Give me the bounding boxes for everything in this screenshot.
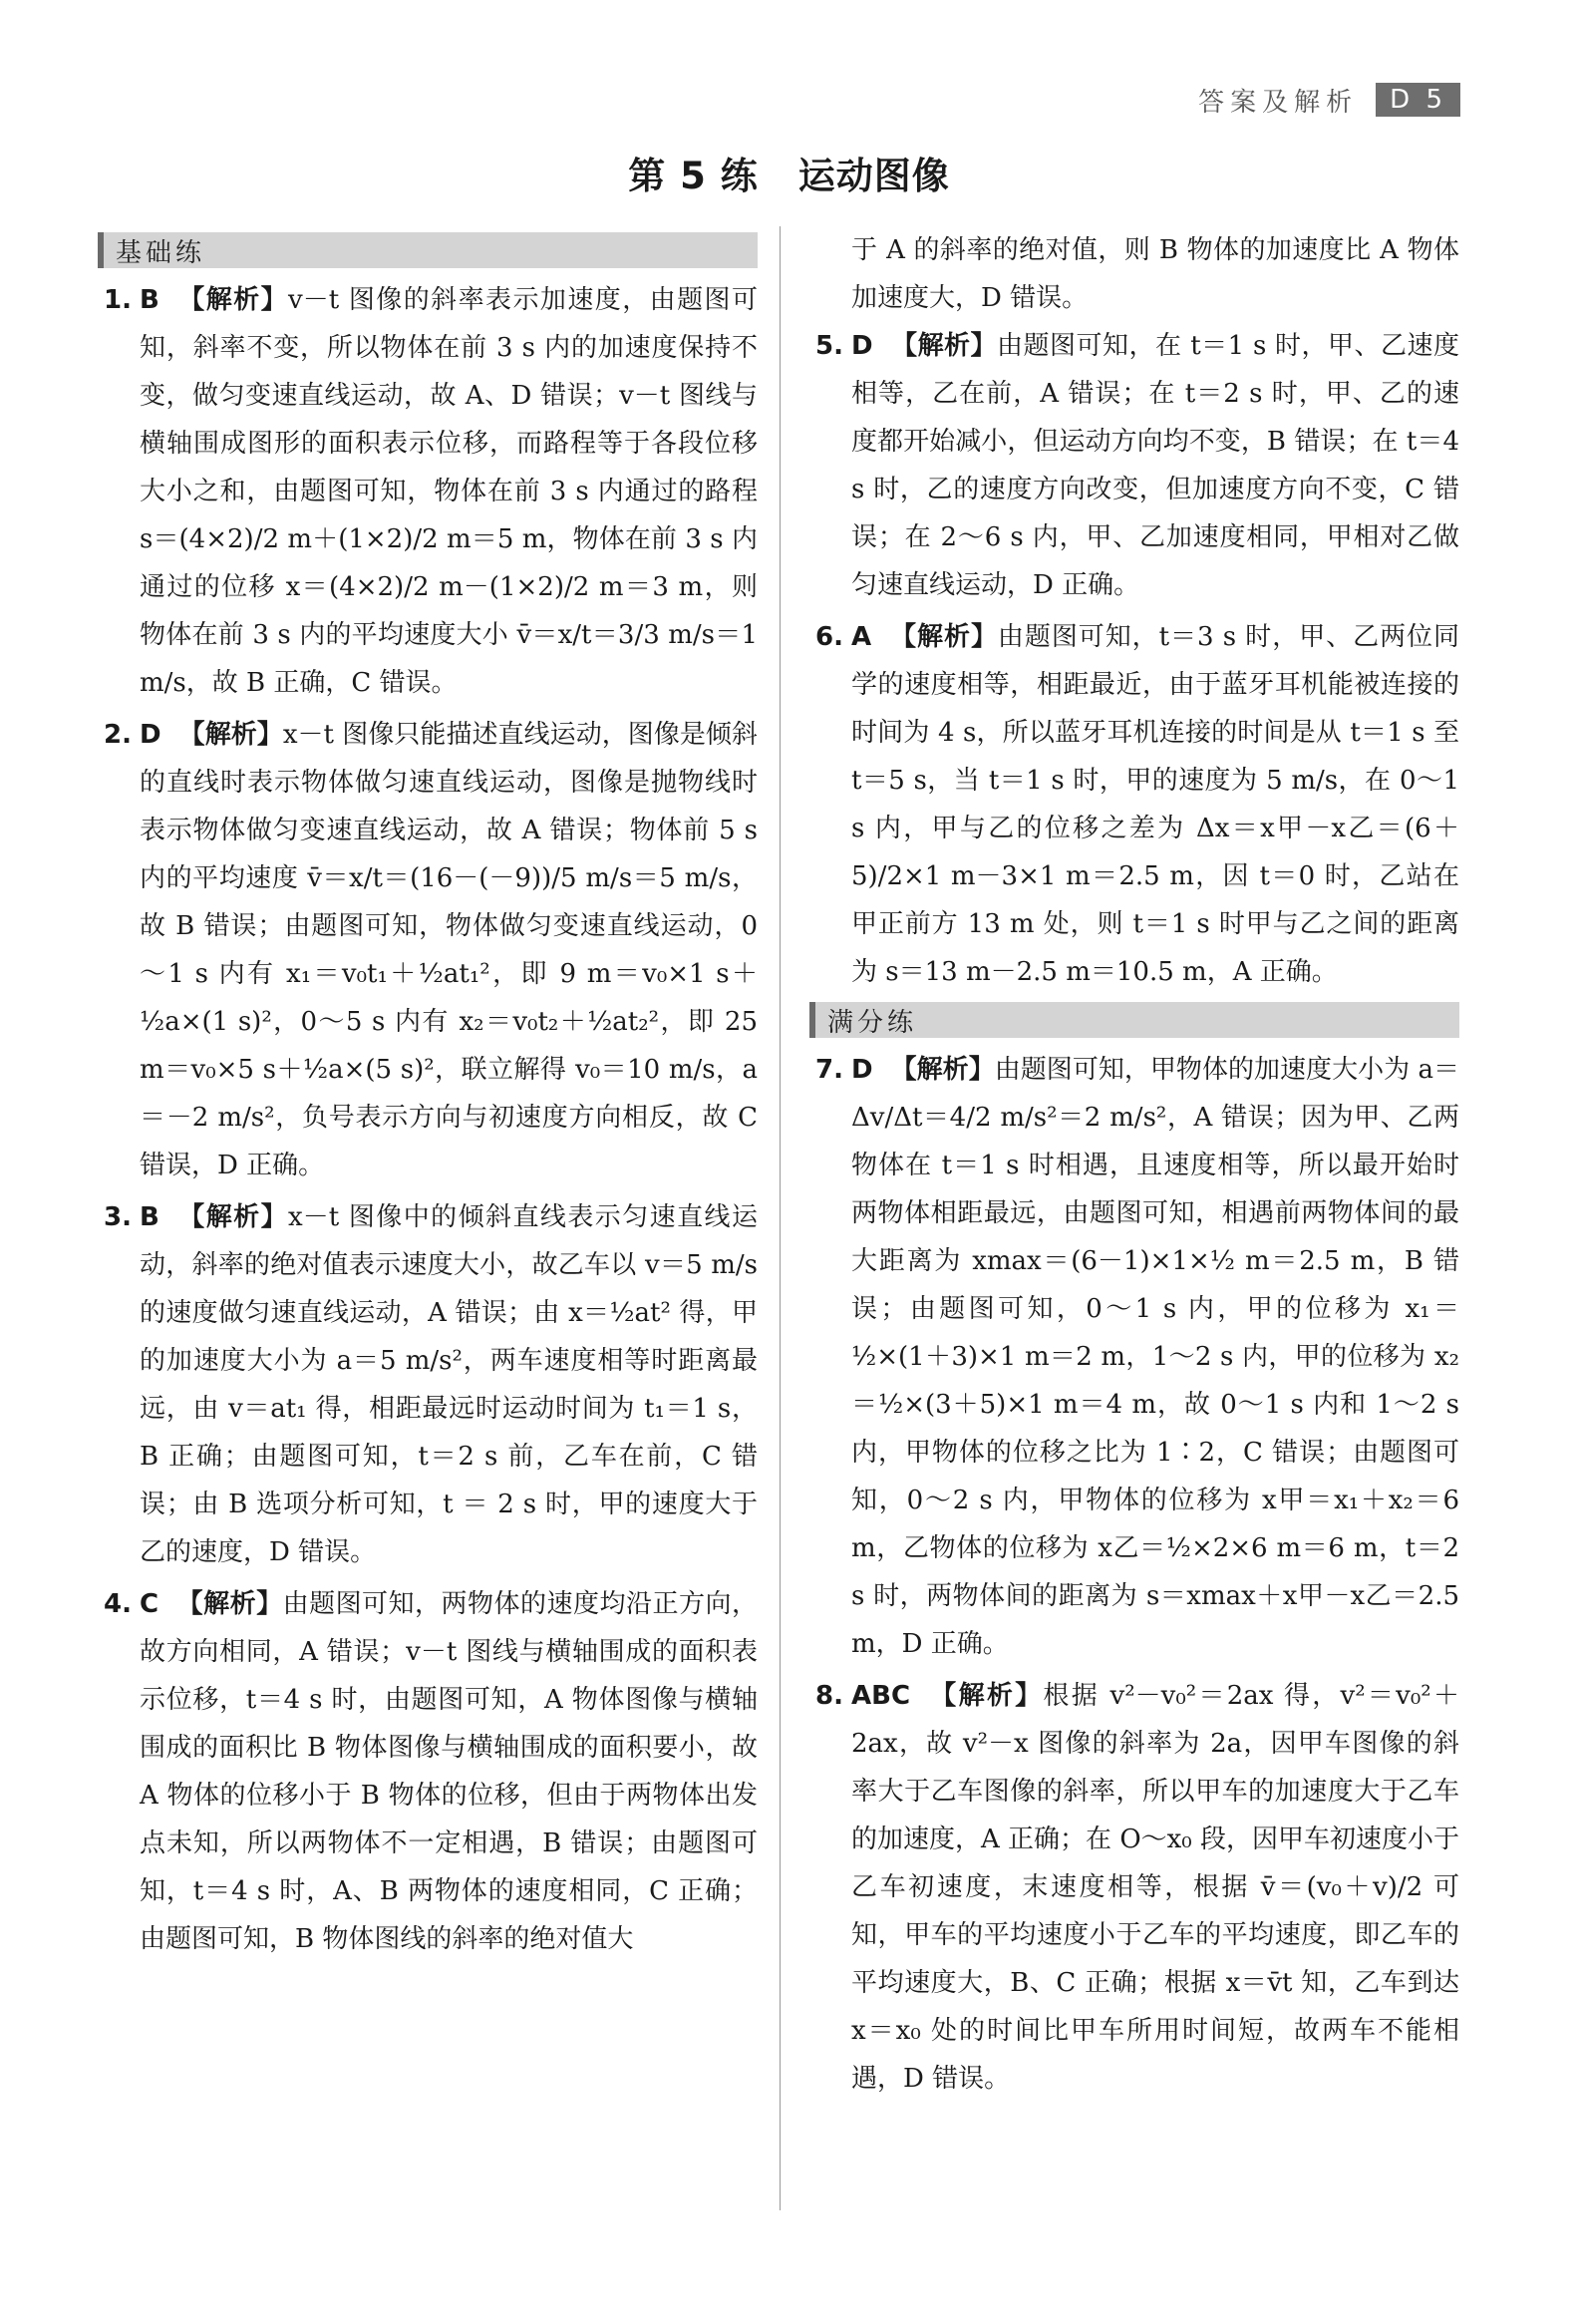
- answer-item-5: [809, 322, 1459, 609]
- answer-item-2: [98, 711, 758, 1189]
- section-heading-basic: 基础练: [98, 232, 758, 268]
- explanation-text: x－t 图像只能描述直线运动，图像是倾斜的直线时表示物体做匀速直线运动，图像是抛物线时表示物体做匀变速直线运动，故 A 错误；物体前 5 s 内的平均速度 v̄＝x/t＝(16－(－9))/5 m/s＝5 m/s，故 B 错误；由题图可知，物体做匀变速直线运动，0～1 s 内有 x₁＝v₀t₁＋½at₁²，即 9 m＝v₀×1 s＋½a×(1 s)²，0～5 s 内有 x₂＝v₀t₂＋½at₂²，即 25 m＝v₀×5 s＋½a×(5 s)²，联立解得 v₀＝10 m/s，a＝－2 m/s²，负号表示方向与初速度方向相反，故 C 错误，D 正确。: [140, 720, 758, 1180]
- analysis-tag: 【解析】: [890, 331, 998, 361]
- analysis-tag: 【解析】: [890, 1055, 995, 1085]
- section-heading-full: 满分练: [809, 1002, 1459, 1038]
- item-number: 1.: [104, 285, 132, 315]
- item-number: 6.: [815, 622, 843, 652]
- title-part1: 第 5 练: [628, 155, 759, 197]
- item-number: 3.: [104, 1202, 132, 1232]
- item-number: 4.: [104, 1589, 132, 1619]
- answer-item-6: [809, 613, 1459, 996]
- answer-item-8: [809, 1672, 1459, 2103]
- right-column: [809, 226, 1459, 2107]
- answer-choice: B: [140, 1202, 159, 1232]
- explanation-text: v－t 图像的斜率表示加速度，由题图可知，斜率不变，所以物体在前 3 s 内的加速度保持不变，做匀变速直线运动，故 A、D 错误；v－t 图线与横轴围成图形的面积表示位移，而路程等于各段位移大小之和，由题图可知，物体在前 3 s 内通过的路程 s＝(4×2)/2 m＋(1×2)/2 m＝5 m，物体在前 3 s 内通过的位移 x＝(4×2)/2 m－(1×2)/2 m＝3 m，则物体在前 3 s 内的平均速度大小 v̄＝x/t＝3/3 m/s＝1 m/s，故 B 正确，C 错误。: [140, 285, 758, 698]
- answer-item-3: [98, 1193, 758, 1576]
- analysis-tag: 【解析】: [176, 285, 289, 315]
- explanation-text: 由题图可知，t＝3 s 时，甲、乙两位同学的速度相等，相距最近，由于蓝牙耳机能被连接的时间为 4 s，所以蓝牙耳机连接的时间是从 t＝1 s 至 t＝5 s，当 t＝1 s 时，甲的速度为 5 m/s，在 0～1 s 内，甲与乙的位移之差为 Δx＝x甲－x乙＝(6＋5)/2×1 m－3×1 m＝2.5 m，因 t＝0 时，乙站在甲正前方 13 m 处，则 t＝1 s 时甲与乙之间的距离为 s＝13 m－2.5 m＝10.5 m，A 正确。: [851, 622, 1459, 987]
- explanation-text: x－t 图像中的倾斜直线表示匀速直线运动，斜率的绝对值表示速度大小，故乙车以 v＝5 m/s 的速度做匀速直线运动，A 错误；由 x＝½at² 得，甲的加速度大小为 a＝5 m/s²，两车速度相等时距离最远，由 v＝at₁ 得，相距最远时运动时间为 t₁＝1 s，B 正确；由题图可知，t＝2 s 前，乙车在前，C 错误；由 B 选项分析可知，t ＝ 2 s 时，甲的速度大于乙的速度，D 错误。: [140, 1202, 758, 1567]
- answer-item-4-continued: 于 A 的斜率的绝对值，则 B 物体的加速度比 A 物体加速度大，D 错误。: [851, 235, 1459, 313]
- answer-choice: ABC: [851, 1681, 911, 1711]
- answer-choice: B: [140, 285, 159, 315]
- left-column: [98, 226, 758, 1967]
- page-header: [1198, 80, 1460, 120]
- answer-item-4: [98, 1580, 758, 1963]
- answer-item-7: [809, 1046, 1459, 1668]
- analysis-tag: 【解析】: [176, 1589, 283, 1619]
- header-label: 答案及解析: [1198, 87, 1359, 118]
- analysis-tag: 【解析】: [889, 622, 998, 652]
- explanation-text: 由题图可知，甲物体的加速度大小为 a＝Δv/Δt＝4/2 m/s²＝2 m/s²，A 错误；因为甲、乙两物体在 t＝1 s 时相遇，且速度相等，所以最开始时两物体相距最远，由题图可知，相遇前两物体间的最大距离为 xmax＝(6－1)×1×½ m＝2.5 m，B 错误；由题图可知，0～1 s 内，甲的位移为 x₁＝½×(1＋3)×1 m＝2 m，1～2 s 内，甲的位移为 x₂＝½×(3＋5)×1 m＝4 m，故 0～1 s 内和 1～2 s 内，甲物体的位移之比为 1∶2，C 错误；由题图可知，0～2 s 内，甲物体的位移为 x甲＝x₁＋x₂＝6 m，乙物体的位移为 x乙＝½×2×6 m＝6 m，t＝2 s 时，两物体间的距离为 s＝xmax＋x甲－x乙＝2.5 m，D 正确。: [851, 1055, 1459, 1659]
- answer-choice: D: [851, 331, 873, 361]
- explanation-text: 由题图可知，在 t＝1 s 时，甲、乙速度相等，乙在前，A 错误；在 t＝2 s 时，甲、乙的速度都开始减小，但运动方向均不变，B 错误；在 t＝4 s 时，乙的速度方向改变，但加速度方向不变，C 错误；在 2～6 s 内，甲、乙加速度相同，甲相对乙做匀速直线运动，D 正确。: [851, 331, 1459, 600]
- page-title: [0, 146, 1578, 199]
- title-part2: 运动图像: [797, 155, 950, 197]
- column-divider: [780, 226, 781, 2210]
- analysis-tag: 【解析】: [176, 1202, 289, 1232]
- item-number: 2.: [104, 720, 132, 750]
- page-number: D 5: [1376, 83, 1460, 117]
- analysis-tag: 【解析】: [178, 720, 283, 750]
- answer-choice: D: [851, 1055, 873, 1085]
- answer-choice: D: [140, 720, 161, 750]
- analysis-tag: 【解析】: [928, 1681, 1044, 1711]
- explanation-text: 根据 v²－v₀²＝2ax 得，v²＝v₀²＋2ax，故 v²－x 图像的斜率为 2a，因甲车图像的斜率大于乙车图像的斜率，所以甲车的加速度大于乙车的加速度，A 正确；在 O～x₀ 段，因甲车初速度小于乙车初速度，末速度相等，根据 v̄＝(v₀＋v)/2 可知，甲车的平均速度小于乙车的平均速度，即乙车的平均速度大，B、C 正确；根据 x＝v̄t 知，乙车到达 x＝x₀ 处的时间比甲车所用时间短，故两车不能相遇，D 错误。: [851, 1681, 1459, 2094]
- answer-item-1: [98, 276, 758, 707]
- answer-choice: A: [851, 622, 872, 652]
- explanation-text: 由题图可知，两物体的速度均沿正方向，故方向相同，A 错误；v－t 图线与横轴围成的面积表示位移，t＝4 s 时，由题图可知，A 物体图像与横轴围成的面积比 B 物体图像与横轴围成的面积要小，故 A 物体的位移小于 B 物体的位移，但由于两物体出发点未知，所以两物体不一定相遇，B 错误；由题图可知，t＝4 s 时，A、B 两物体的速度相同，C 正确；由题图可知，B 物体图线的斜率的绝对值大: [140, 1589, 758, 1954]
- item-number: 5.: [815, 331, 843, 361]
- item-number: 8.: [815, 1681, 843, 1711]
- answer-choice: C: [140, 1589, 159, 1619]
- item-number: 7.: [815, 1055, 843, 1085]
